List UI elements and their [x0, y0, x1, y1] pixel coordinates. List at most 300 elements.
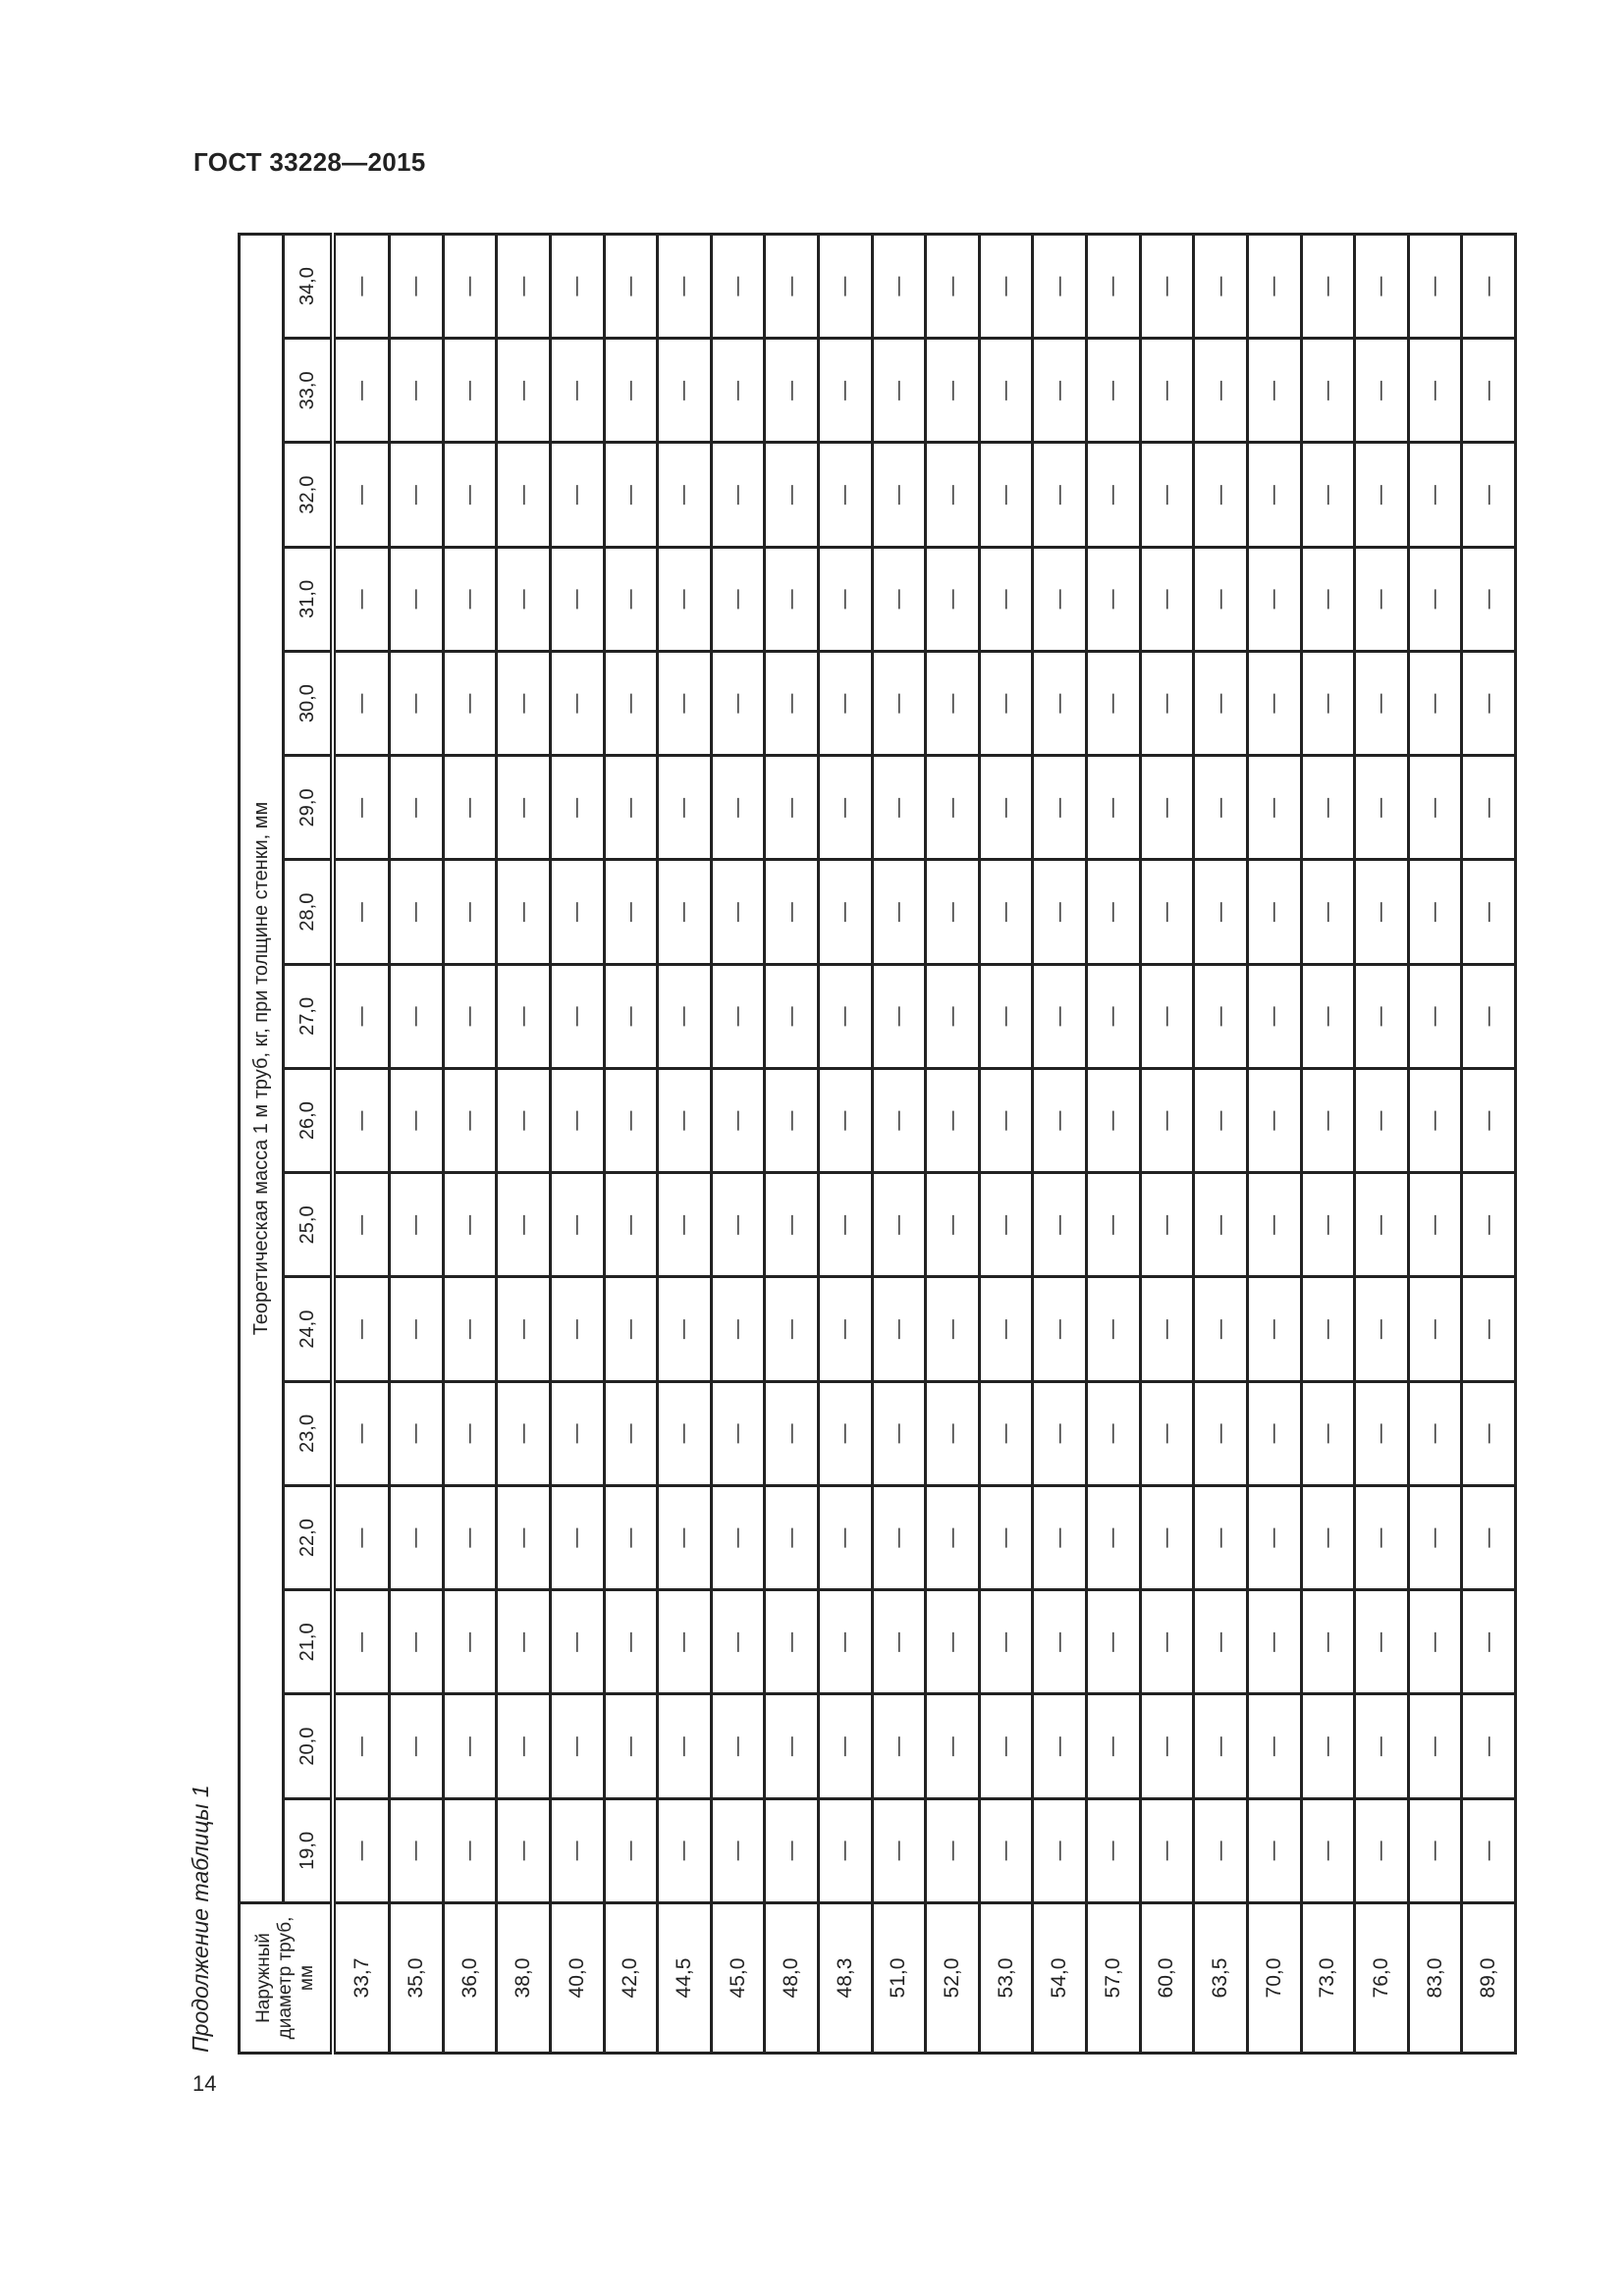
mass-cell: — [872, 1486, 926, 1590]
mass-cell: — [443, 1694, 497, 1798]
mass-cell: — [333, 1277, 390, 1381]
mass-cell: — [1408, 964, 1462, 1068]
mass-cell: — [333, 1069, 390, 1173]
mass-cell: — [497, 1590, 551, 1694]
mass-cell: — [979, 964, 1033, 1068]
mass-cell: — [550, 964, 604, 1068]
mass-cell: — [550, 1173, 604, 1277]
mass-cell: — [1033, 860, 1087, 964]
thickness-header: 24,0 [284, 1277, 334, 1381]
mass-cell: — [979, 756, 1033, 860]
mass-cell: — [1194, 1798, 1248, 1902]
mass-cell: — [872, 1798, 926, 1902]
mass-cell: — [1301, 1694, 1355, 1798]
mass-cell: — [658, 1486, 712, 1590]
mass-cell: — [819, 860, 873, 964]
mass-cell: — [443, 1381, 497, 1485]
mass-cell: — [1140, 547, 1194, 651]
mass-cell: — [333, 235, 390, 339]
mass-cell: — [1408, 443, 1462, 547]
mass-cell: — [819, 652, 873, 756]
diameter-cell: 48,3 [819, 1903, 873, 2054]
mass-cell: — [926, 1381, 980, 1485]
mass-cell: — [333, 1173, 390, 1277]
mass-table [238, 233, 1517, 2055]
mass-cell: — [872, 652, 926, 756]
mass-cell: — [443, 860, 497, 964]
mass-cell: — [926, 547, 980, 651]
mass-cell: — [872, 1277, 926, 1381]
mass-cell: — [497, 1381, 551, 1485]
table-row [819, 235, 873, 2054]
mass-cell: — [550, 1381, 604, 1485]
mass-cell: — [1033, 1277, 1087, 1381]
mass-cell: — [1247, 1590, 1301, 1694]
mass-cell: — [1462, 1277, 1516, 1381]
diameter-cell: 73,0 [1301, 1903, 1355, 2054]
mass-cell: — [1462, 1069, 1516, 1173]
mass-cell: — [819, 1069, 873, 1173]
mass-cell: — [872, 964, 926, 1068]
mass-cell: — [926, 1798, 980, 1902]
mass-cell: — [872, 339, 926, 443]
mass-cell: — [550, 1486, 604, 1590]
mass-cell: — [550, 1798, 604, 1902]
mass-cell: — [390, 1486, 444, 1590]
mass-cell: — [604, 235, 658, 339]
mass-cell: — [390, 652, 444, 756]
mass-cell: — [658, 547, 712, 651]
mass-cell: — [1087, 1277, 1141, 1381]
group-header: Теоретическая масса 1 м труб, кг, при толщине стенки, мм [240, 235, 284, 1903]
mass-cell: — [1355, 1694, 1409, 1798]
table-row [390, 235, 444, 2054]
mass-cell: — [1033, 443, 1087, 547]
mass-cell: — [979, 1069, 1033, 1173]
mass-cell: — [1408, 1277, 1462, 1381]
mass-cell: — [1140, 1694, 1194, 1798]
mass-cell: — [1408, 860, 1462, 964]
diameter-cell: 48,0 [765, 1903, 819, 2054]
mass-cell: — [979, 1173, 1033, 1277]
mass-cell: — [658, 1277, 712, 1381]
mass-cell: — [1140, 652, 1194, 756]
mass-cell: — [1355, 756, 1409, 860]
mass-cell: — [819, 1590, 873, 1694]
mass-cell: — [1247, 1277, 1301, 1381]
mass-cell: — [1408, 652, 1462, 756]
mass-cell: — [604, 1069, 658, 1173]
mass-cell: — [1140, 1486, 1194, 1590]
table-row [979, 235, 1033, 2054]
mass-cell: — [1462, 1798, 1516, 1902]
mass-cell: — [390, 964, 444, 1068]
mass-cell: — [1140, 443, 1194, 547]
mass-cell: — [550, 1069, 604, 1173]
mass-cell: — [550, 756, 604, 860]
mass-cell: — [497, 235, 551, 339]
mass-cell: — [1408, 1694, 1462, 1798]
mass-cell: — [872, 1381, 926, 1485]
mass-cell: — [1247, 1694, 1301, 1798]
mass-cell: — [1355, 443, 1409, 547]
mass-cell: — [333, 1381, 390, 1485]
diameter-cell: 38,0 [497, 1903, 551, 2054]
mass-cell: — [1408, 1069, 1462, 1173]
mass-cell: — [926, 1486, 980, 1590]
mass-cell: — [872, 1590, 926, 1694]
mass-cell: — [765, 964, 819, 1068]
mass-cell: — [497, 443, 551, 547]
mass-cell: — [1194, 756, 1248, 860]
mass-cell: — [711, 1590, 765, 1694]
mass-cell: — [979, 1798, 1033, 1902]
mass-cell: — [711, 1173, 765, 1277]
mass-cell: — [1408, 1798, 1462, 1902]
mass-cell: — [711, 1069, 765, 1173]
thickness-header: 26,0 [284, 1069, 334, 1173]
mass-cell: — [765, 860, 819, 964]
mass-cell: — [390, 443, 444, 547]
mass-cell: — [765, 1694, 819, 1798]
mass-cell: — [765, 1381, 819, 1485]
mass-cell: — [1301, 1381, 1355, 1485]
thickness-header: 25,0 [284, 1173, 334, 1277]
mass-cell: — [604, 1173, 658, 1277]
mass-cell: — [1462, 339, 1516, 443]
mass-cell: — [1408, 235, 1462, 339]
mass-cell: — [1087, 235, 1141, 339]
mass-cell: — [819, 756, 873, 860]
mass-cell: — [443, 756, 497, 860]
table-caption: Продолжение таблицы 1 [188, 1785, 213, 2053]
mass-cell: — [658, 339, 712, 443]
mass-cell: — [1194, 652, 1248, 756]
mass-cell: — [1087, 1694, 1141, 1798]
mass-cell: — [1247, 1173, 1301, 1277]
mass-cell: — [765, 1590, 819, 1694]
mass-cell: — [765, 1173, 819, 1277]
mass-cell: — [497, 1173, 551, 1277]
mass-cell: — [1087, 1173, 1141, 1277]
mass-cell: — [1301, 1069, 1355, 1173]
mass-cell: — [711, 443, 765, 547]
mass-cell: — [819, 1381, 873, 1485]
mass-cell: — [658, 1173, 712, 1277]
mass-cell: — [1140, 1590, 1194, 1694]
mass-cell: — [1194, 1277, 1248, 1381]
table-body [333, 235, 1516, 2054]
mass-cell: — [926, 1590, 980, 1694]
mass-cell: — [1087, 1798, 1141, 1902]
diameter-header: Наружный диаметр труб, мм [240, 1903, 334, 2054]
mass-cell: — [711, 339, 765, 443]
mass-cell: — [1087, 1486, 1141, 1590]
mass-cell: — [1033, 1694, 1087, 1798]
mass-cell: — [1301, 1798, 1355, 1902]
mass-cell: — [1247, 235, 1301, 339]
mass-cell: — [1087, 547, 1141, 651]
mass-cell: — [711, 860, 765, 964]
mass-cell: — [1247, 1069, 1301, 1173]
mass-cell: — [1194, 1381, 1248, 1485]
mass-cell: — [926, 756, 980, 860]
mass-cell: — [711, 235, 765, 339]
mass-cell: — [1408, 1486, 1462, 1590]
mass-cell: — [872, 235, 926, 339]
mass-cell: — [443, 1486, 497, 1590]
mass-cell: — [658, 860, 712, 964]
table-row [1355, 235, 1409, 2054]
mass-cell: — [926, 1173, 980, 1277]
mass-cell: — [711, 1277, 765, 1381]
mass-cell: — [1087, 1069, 1141, 1173]
table-row [604, 235, 658, 2054]
table-row [333, 235, 390, 2054]
mass-cell: — [711, 964, 765, 1068]
mass-cell: — [550, 443, 604, 547]
mass-cell: — [1355, 1381, 1409, 1485]
mass-cell: — [1301, 339, 1355, 443]
mass-cell: — [604, 860, 658, 964]
mass-cell: — [604, 1798, 658, 1902]
mass-cell: — [497, 652, 551, 756]
mass-cell: — [1140, 1798, 1194, 1902]
mass-cell: — [1408, 1381, 1462, 1485]
diameter-cell: 83,0 [1408, 1903, 1462, 2054]
mass-cell: — [1408, 547, 1462, 651]
mass-cell: — [443, 339, 497, 443]
mass-cell: — [1033, 235, 1087, 339]
table-row [497, 235, 551, 2054]
mass-cell: — [1247, 1381, 1301, 1485]
table-row [658, 235, 712, 2054]
mass-cell: — [1087, 443, 1141, 547]
mass-cell: — [1140, 1277, 1194, 1381]
mass-cell: — [443, 1277, 497, 1381]
thickness-header: 22,0 [284, 1486, 334, 1590]
diameter-cell: 89,0 [1462, 1903, 1516, 2054]
mass-cell: — [1033, 1381, 1087, 1485]
mass-cell: — [1140, 756, 1194, 860]
table-row [1247, 235, 1301, 2054]
table-row [1462, 235, 1516, 2054]
diameter-cell: 53,0 [979, 1903, 1033, 2054]
mass-cell: — [1194, 235, 1248, 339]
mass-cell: — [658, 964, 712, 1068]
mass-cell: — [765, 443, 819, 547]
mass-cell: — [658, 1694, 712, 1798]
mass-cell: — [658, 1798, 712, 1902]
thickness-header: 21,0 [284, 1590, 334, 1694]
mass-cell: — [1462, 547, 1516, 651]
mass-cell: — [443, 235, 497, 339]
mass-cell: — [1301, 964, 1355, 1068]
mass-cell: — [711, 1694, 765, 1798]
mass-cell: — [604, 443, 658, 547]
table-row [765, 235, 819, 2054]
mass-cell: — [819, 339, 873, 443]
mass-cell: — [604, 1486, 658, 1590]
mass-cell: — [819, 1277, 873, 1381]
diameter-cell: 54,0 [1033, 1903, 1087, 2054]
mass-cell: — [333, 339, 390, 443]
mass-cell: — [1033, 964, 1087, 1068]
mass-cell: — [497, 1277, 551, 1381]
mass-cell: — [550, 339, 604, 443]
mass-cell: — [443, 443, 497, 547]
mass-cell: — [1301, 1486, 1355, 1590]
thickness-header: 29,0 [284, 756, 334, 860]
diameter-cell: 70,0 [1247, 1903, 1301, 2054]
mass-cell: — [333, 443, 390, 547]
thickness-header: 23,0 [284, 1381, 334, 1485]
mass-cell: — [1247, 860, 1301, 964]
table-row [872, 235, 926, 2054]
diameter-cell: 51,0 [872, 1903, 926, 2054]
mass-cell: — [604, 1277, 658, 1381]
mass-cell: — [979, 1590, 1033, 1694]
mass-cell: — [1355, 1277, 1409, 1381]
thickness-header: 20,0 [284, 1694, 334, 1798]
mass-cell: — [604, 652, 658, 756]
mass-cell: — [872, 547, 926, 651]
mass-cell: — [1301, 1277, 1355, 1381]
mass-cell: — [926, 443, 980, 547]
mass-cell: — [819, 547, 873, 651]
mass-cell: — [390, 1590, 444, 1694]
mass-cell: — [1194, 1590, 1248, 1694]
mass-cell: — [550, 1277, 604, 1381]
mass-cell: — [1355, 547, 1409, 651]
mass-cell: — [604, 339, 658, 443]
mass-cell: — [658, 756, 712, 860]
mass-cell: — [550, 652, 604, 756]
mass-cell: — [1408, 756, 1462, 860]
mass-cell: — [819, 235, 873, 339]
mass-cell: — [1140, 860, 1194, 964]
mass-cell: — [1355, 235, 1409, 339]
mass-cell: — [1301, 1173, 1355, 1277]
mass-cell: — [390, 1381, 444, 1485]
mass-cell: — [550, 860, 604, 964]
mass-cell: — [497, 1486, 551, 1590]
mass-cell: — [390, 1798, 444, 1902]
mass-cell: — [1033, 1798, 1087, 1902]
mass-cell: — [333, 1486, 390, 1590]
mass-cell: — [497, 756, 551, 860]
mass-cell: — [658, 443, 712, 547]
thickness-header: 30,0 [284, 652, 334, 756]
mass-cell: — [1087, 756, 1141, 860]
mass-cell: — [1462, 443, 1516, 547]
mass-cell: — [333, 1694, 390, 1798]
mass-cell: — [1194, 964, 1248, 1068]
mass-cell: — [333, 860, 390, 964]
table-row [711, 235, 765, 2054]
table-row [1408, 235, 1462, 2054]
mass-cell: — [333, 756, 390, 860]
mass-cell: — [1140, 235, 1194, 339]
mass-cell: — [390, 1694, 444, 1798]
mass-cell: — [333, 1798, 390, 1902]
mass-cell: — [497, 860, 551, 964]
mass-cell: — [1301, 235, 1355, 339]
mass-cell: — [765, 652, 819, 756]
mass-cell: — [550, 235, 604, 339]
mass-cell: — [1087, 860, 1141, 964]
mass-cell: — [604, 1381, 658, 1485]
mass-cell: — [1408, 1173, 1462, 1277]
table-row [1301, 235, 1355, 2054]
mass-cell: — [1194, 443, 1248, 547]
mass-cell: — [1462, 1590, 1516, 1694]
mass-cell: — [443, 1069, 497, 1173]
mass-cell: — [1301, 756, 1355, 860]
mass-cell: — [1033, 339, 1087, 443]
mass-cell: — [711, 547, 765, 651]
mass-cell: — [819, 1694, 873, 1798]
mass-cell: — [872, 1069, 926, 1173]
diameter-cell: 45,0 [711, 1903, 765, 2054]
mass-cell: — [711, 652, 765, 756]
mass-cell: — [443, 1798, 497, 1902]
mass-cell: — [1247, 964, 1301, 1068]
mass-cell: — [333, 1590, 390, 1694]
mass-cell: — [604, 1590, 658, 1694]
mass-cell: — [390, 547, 444, 651]
mass-cell: — [979, 339, 1033, 443]
mass-cell: — [1462, 1381, 1516, 1485]
mass-cell: — [443, 547, 497, 651]
mass-cell: — [979, 547, 1033, 651]
mass-cell: — [1462, 964, 1516, 1068]
mass-cell: — [333, 964, 390, 1068]
mass-cell: — [497, 547, 551, 651]
thickness-header: 34,0 [284, 235, 334, 339]
document-header: ГОСТ 33228—2015 [193, 147, 426, 177]
mass-cell: — [333, 652, 390, 756]
mass-cell: — [1087, 339, 1141, 443]
mass-cell: — [1033, 1486, 1087, 1590]
mass-cell: — [1247, 339, 1301, 443]
mass-cell: — [658, 235, 712, 339]
mass-cell: — [497, 964, 551, 1068]
mass-cell: — [1355, 652, 1409, 756]
mass-cell: — [497, 1069, 551, 1173]
mass-cell: — [1355, 1069, 1409, 1173]
table-row [926, 235, 980, 2054]
diameter-cell: 52,0 [926, 1903, 980, 2054]
mass-cell: — [1140, 1173, 1194, 1277]
mass-cell: — [1301, 860, 1355, 964]
thickness-header-row [284, 235, 334, 2054]
mass-cell: — [1140, 339, 1194, 443]
table-row [1140, 235, 1194, 2054]
mass-cell: — [550, 547, 604, 651]
mass-cell: — [1355, 1173, 1409, 1277]
mass-cell: — [390, 756, 444, 860]
mass-cell: — [872, 443, 926, 547]
thickness-header: 31,0 [284, 547, 334, 651]
mass-cell: — [926, 1694, 980, 1798]
mass-cell: — [872, 860, 926, 964]
mass-cell: — [819, 1486, 873, 1590]
mass-cell: — [926, 652, 980, 756]
mass-cell: — [658, 652, 712, 756]
mass-cell: — [1087, 1590, 1141, 1694]
mass-cell: — [443, 1173, 497, 1277]
